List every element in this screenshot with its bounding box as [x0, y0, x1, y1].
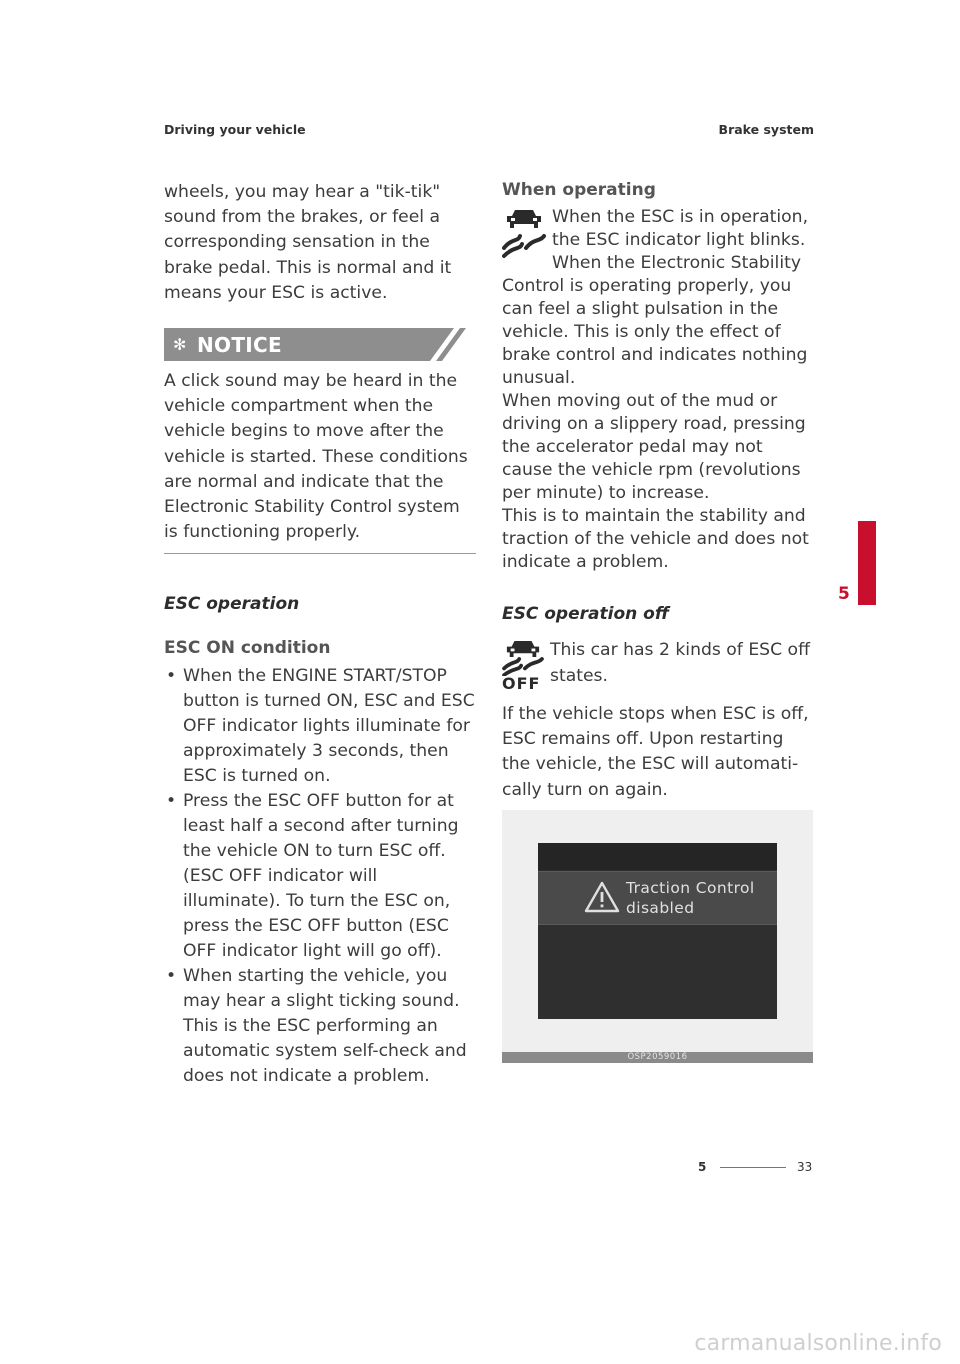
esc-off-heading: ESC operation off: [502, 604, 669, 624]
esc-off-icon: [502, 640, 544, 676]
notice-banner: [164, 328, 476, 361]
chapter-tab: [858, 521, 876, 605]
left-column: [164, 180, 476, 1089]
esc-off-block: [502, 638, 814, 803]
list-item: • When the ENGINE START/STOP button is turned ON, ESC and ESC OFF indicator lights illuminate for approximately 3 seconds, then ESC is turned on.: [166, 666, 475, 787]
chapter-tab-number: 5: [838, 584, 850, 604]
cluster-screen: [538, 843, 777, 1019]
intro-paragraph: wheels, you may hear a "tik-tik" sound from the brakes, or feel a corresponding sensation in the brake pedal. This is normal and it means your ESC is active.: [164, 182, 452, 303]
stability-text: This is to maintain the stability and traction of the vehicle and does not indicate a problem.: [502, 506, 809, 572]
screen-top-bar: [538, 843, 777, 870]
warning-message-line1: Traction Control: [626, 879, 755, 897]
list-item: • When starting the vehicle, you may hear a slight ticking sound. This is the ESC performing an automatic system self-check and does not indicate a problem.: [166, 966, 467, 1087]
esc-off-text2: If the vehicle stops when ESC is off, ESC remains off. Upon restarting the vehicle, the ESC will automati-cally turn on again.: [502, 704, 809, 800]
warning-message-line2: disabled: [626, 899, 695, 917]
running-header-right: Brake system: [718, 122, 814, 137]
footer-divider: [720, 1167, 786, 1168]
notice-divider: [164, 553, 476, 554]
right-column: [502, 180, 814, 803]
warning-message: [626, 878, 755, 918]
list-item: • Press the ESC OFF button for at least half a second after turning the vehicle ON to turn ESC off. (ESC OFF indicator will illuminate). To turn the ESC on, press the ESC OFF button (ESC OFF indicator light will go off).: [166, 791, 459, 962]
esc-on-heading: ESC ON condition: [164, 638, 331, 659]
notice-star-icon: ✻: [173, 335, 187, 355]
watermark: carmanualsonline.info: [694, 1331, 942, 1356]
notice-stripes-icon: [416, 328, 476, 361]
mud-text: When moving out of the mud or driving on a slippery road, pressing the accelerator pedal may not cause the vehicle rpm (revolutions per minute) to increase.: [502, 391, 806, 503]
esc-on-list: [164, 664, 476, 1089]
cluster-display-figure: [502, 810, 813, 1063]
esc-operation-heading: ESC operation: [164, 594, 300, 615]
notice-text: A click sound may be heard in the vehicle compartment when the vehicle begins to move after the vehicle is started. These conditions are normal and indicate that the Electronic Stability Control system is functioning properly.: [164, 371, 468, 543]
esc-off-icon-label: OFF: [502, 674, 541, 693]
footer-chapter: 5: [698, 1160, 707, 1174]
figure-caption: OSP2059016: [502, 1052, 813, 1063]
when-operating-heading: When operating: [502, 180, 656, 200]
warning-triangle-icon: [584, 881, 620, 913]
esc-off-text: This car has 2 kinds of ESC off states.: [550, 640, 810, 686]
when-operating-block: [502, 206, 814, 574]
warning-band: [538, 871, 777, 925]
notice-label: NOTICE: [197, 332, 282, 357]
footer-page-number: 33: [797, 1160, 813, 1174]
esc-off-indicator: [502, 640, 544, 694]
when-operating-text: When the ESC is in operation, the ESC indicator light blinks. When the Electronic Stability Control is operating properly, you can feel a slight pulsation in the vehicle. This is only the effect of brake control and indicates nothing unusual.: [502, 207, 809, 388]
running-header-left: Driving your vehicle: [164, 122, 306, 137]
esc-indicator-icon: [502, 208, 546, 260]
